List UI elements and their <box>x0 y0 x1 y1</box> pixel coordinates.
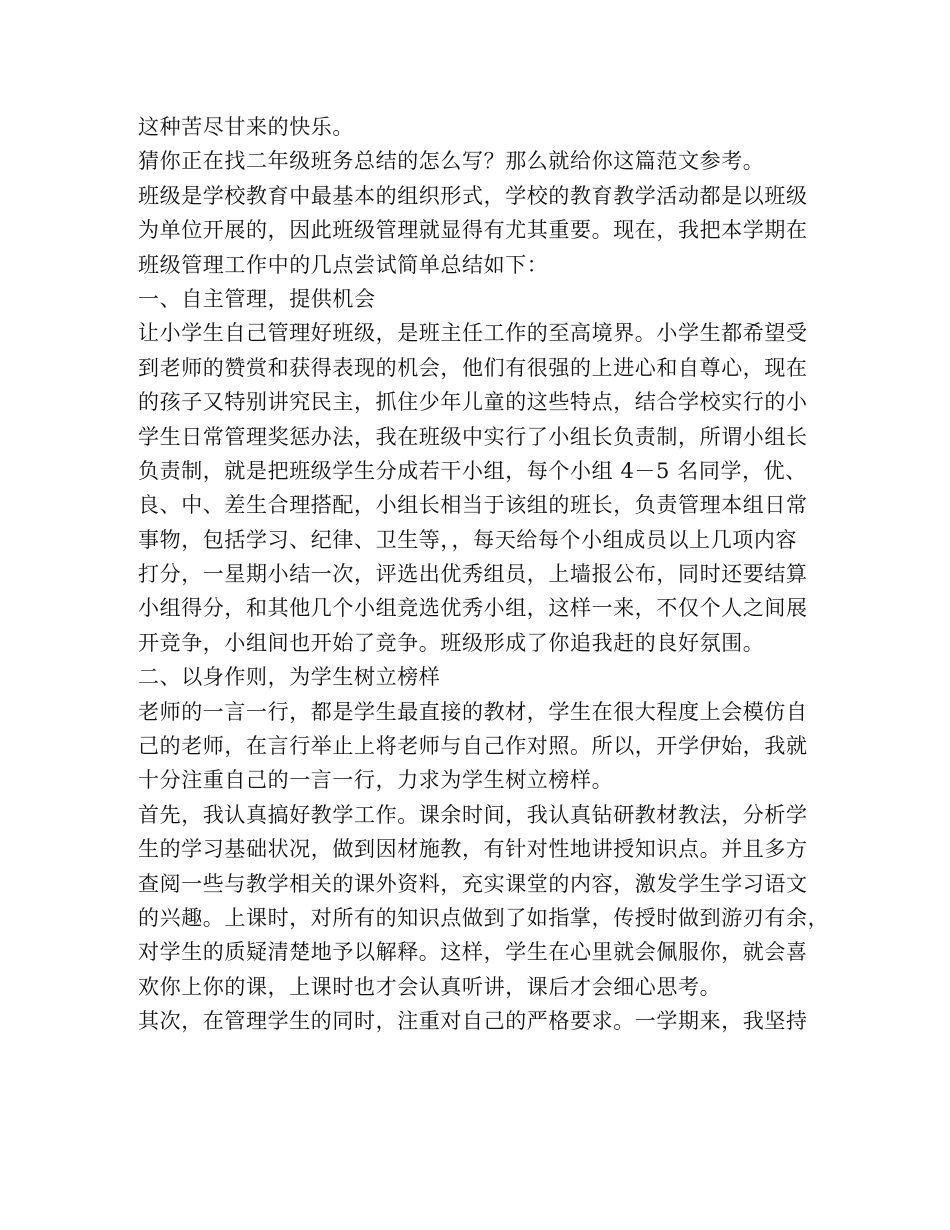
text-line: 班级管理工作中的几点尝试简单总结如下： <box>138 252 549 277</box>
text-line: 班级是学校教育中最基本的组织形式，学校的教育教学活动都是以班级 <box>138 183 808 208</box>
text-line: 其次，在管理学生的同时，注重对自己的严格要求。一学期来，我坚持 <box>138 1009 808 1034</box>
text-line: 的兴趣。上课时，对所有的知识点做到了如指掌，传授时做到游刃有余， <box>138 905 830 930</box>
text-line: 首先，我认真搞好教学工作。课余时间，我认真钻研教材教法，分析学 <box>138 802 808 827</box>
text-line: 十分注重自己的一言一行，力求为学生树立榜样。 <box>138 768 614 793</box>
text-line: 负责制，就是把班级学生分成若干小组，每个小组 4－5 名同学，优、 <box>138 458 807 483</box>
text-line: 良、中、差生合理搭配，小组长相当于该组的班长，负责管理本组日常 <box>138 493 808 518</box>
text-line: 的孩子又特别讲究民主，抓住少年儿童的这些特点，结合学校实行的小 <box>138 390 808 415</box>
text-line: 为单位开展的，因此班级管理就显得有尤其重要。现在，我把本学期在 <box>138 218 808 243</box>
section-heading: 一、自主管理，提供机会 <box>138 286 376 311</box>
text-line: 猜你正在找二年级班务总结的怎么写？那么就给你这篇范文参考。 <box>138 149 765 174</box>
text-line: 让小学生自己管理好班级，是班主任工作的至高境界。小学生都希望受 <box>138 321 808 346</box>
text-line: 开竞争，小组间也开始了竞争。班级形成了你追我赶的良好氛围。 <box>138 630 765 655</box>
text-line: 事物，包括学习、纪律、卫生等，，每天给每个小组成员以上几项内容 <box>138 527 798 552</box>
text-line: 这种苦尽甘来的快乐。 <box>138 115 354 139</box>
text-line: 对学生的质疑清楚地予以解释。这样，学生在心里就会佩服你，就会喜 <box>138 940 808 965</box>
text-line: 学生日常管理奖惩办法，我在班级中实行了小组长负责制，所谓小组长 <box>138 424 808 449</box>
text-line: 小组得分，和其他几个小组竞选优秀小组，这样一来，不仅个人之间展 <box>138 596 808 621</box>
document-body <box>138 110 838 1039</box>
text-line: 打分，一星期小结一次，评选出优秀组员，上墙报公布，同时还要结算 <box>138 562 808 587</box>
text-line: 查阅一些与教学相关的课外资料，充实课堂的内容，激发学生学习语文 <box>138 871 808 896</box>
text-line: 欢你上你的课，上课时也才会认真听讲，课后才会细心思考。 <box>138 974 722 999</box>
text-line: 老师的一言一行，都是学生最直接的教材，学生在很大程度上会模仿自 <box>138 699 808 724</box>
text-line: 到老师的赞赏和获得表现的机会，他们有很强的上进心和自尊心，现在 <box>138 355 808 380</box>
text-line: 生的学习基础状况，做到因材施教，有针对性地讲授知识点。并且多方 <box>138 837 808 862</box>
text-line: 己的老师，在言行举止上将老师与自己作对照。所以，开学伊始，我就 <box>138 734 808 759</box>
section-heading: 二、以身作则，为学生树立榜样 <box>138 665 441 690</box>
